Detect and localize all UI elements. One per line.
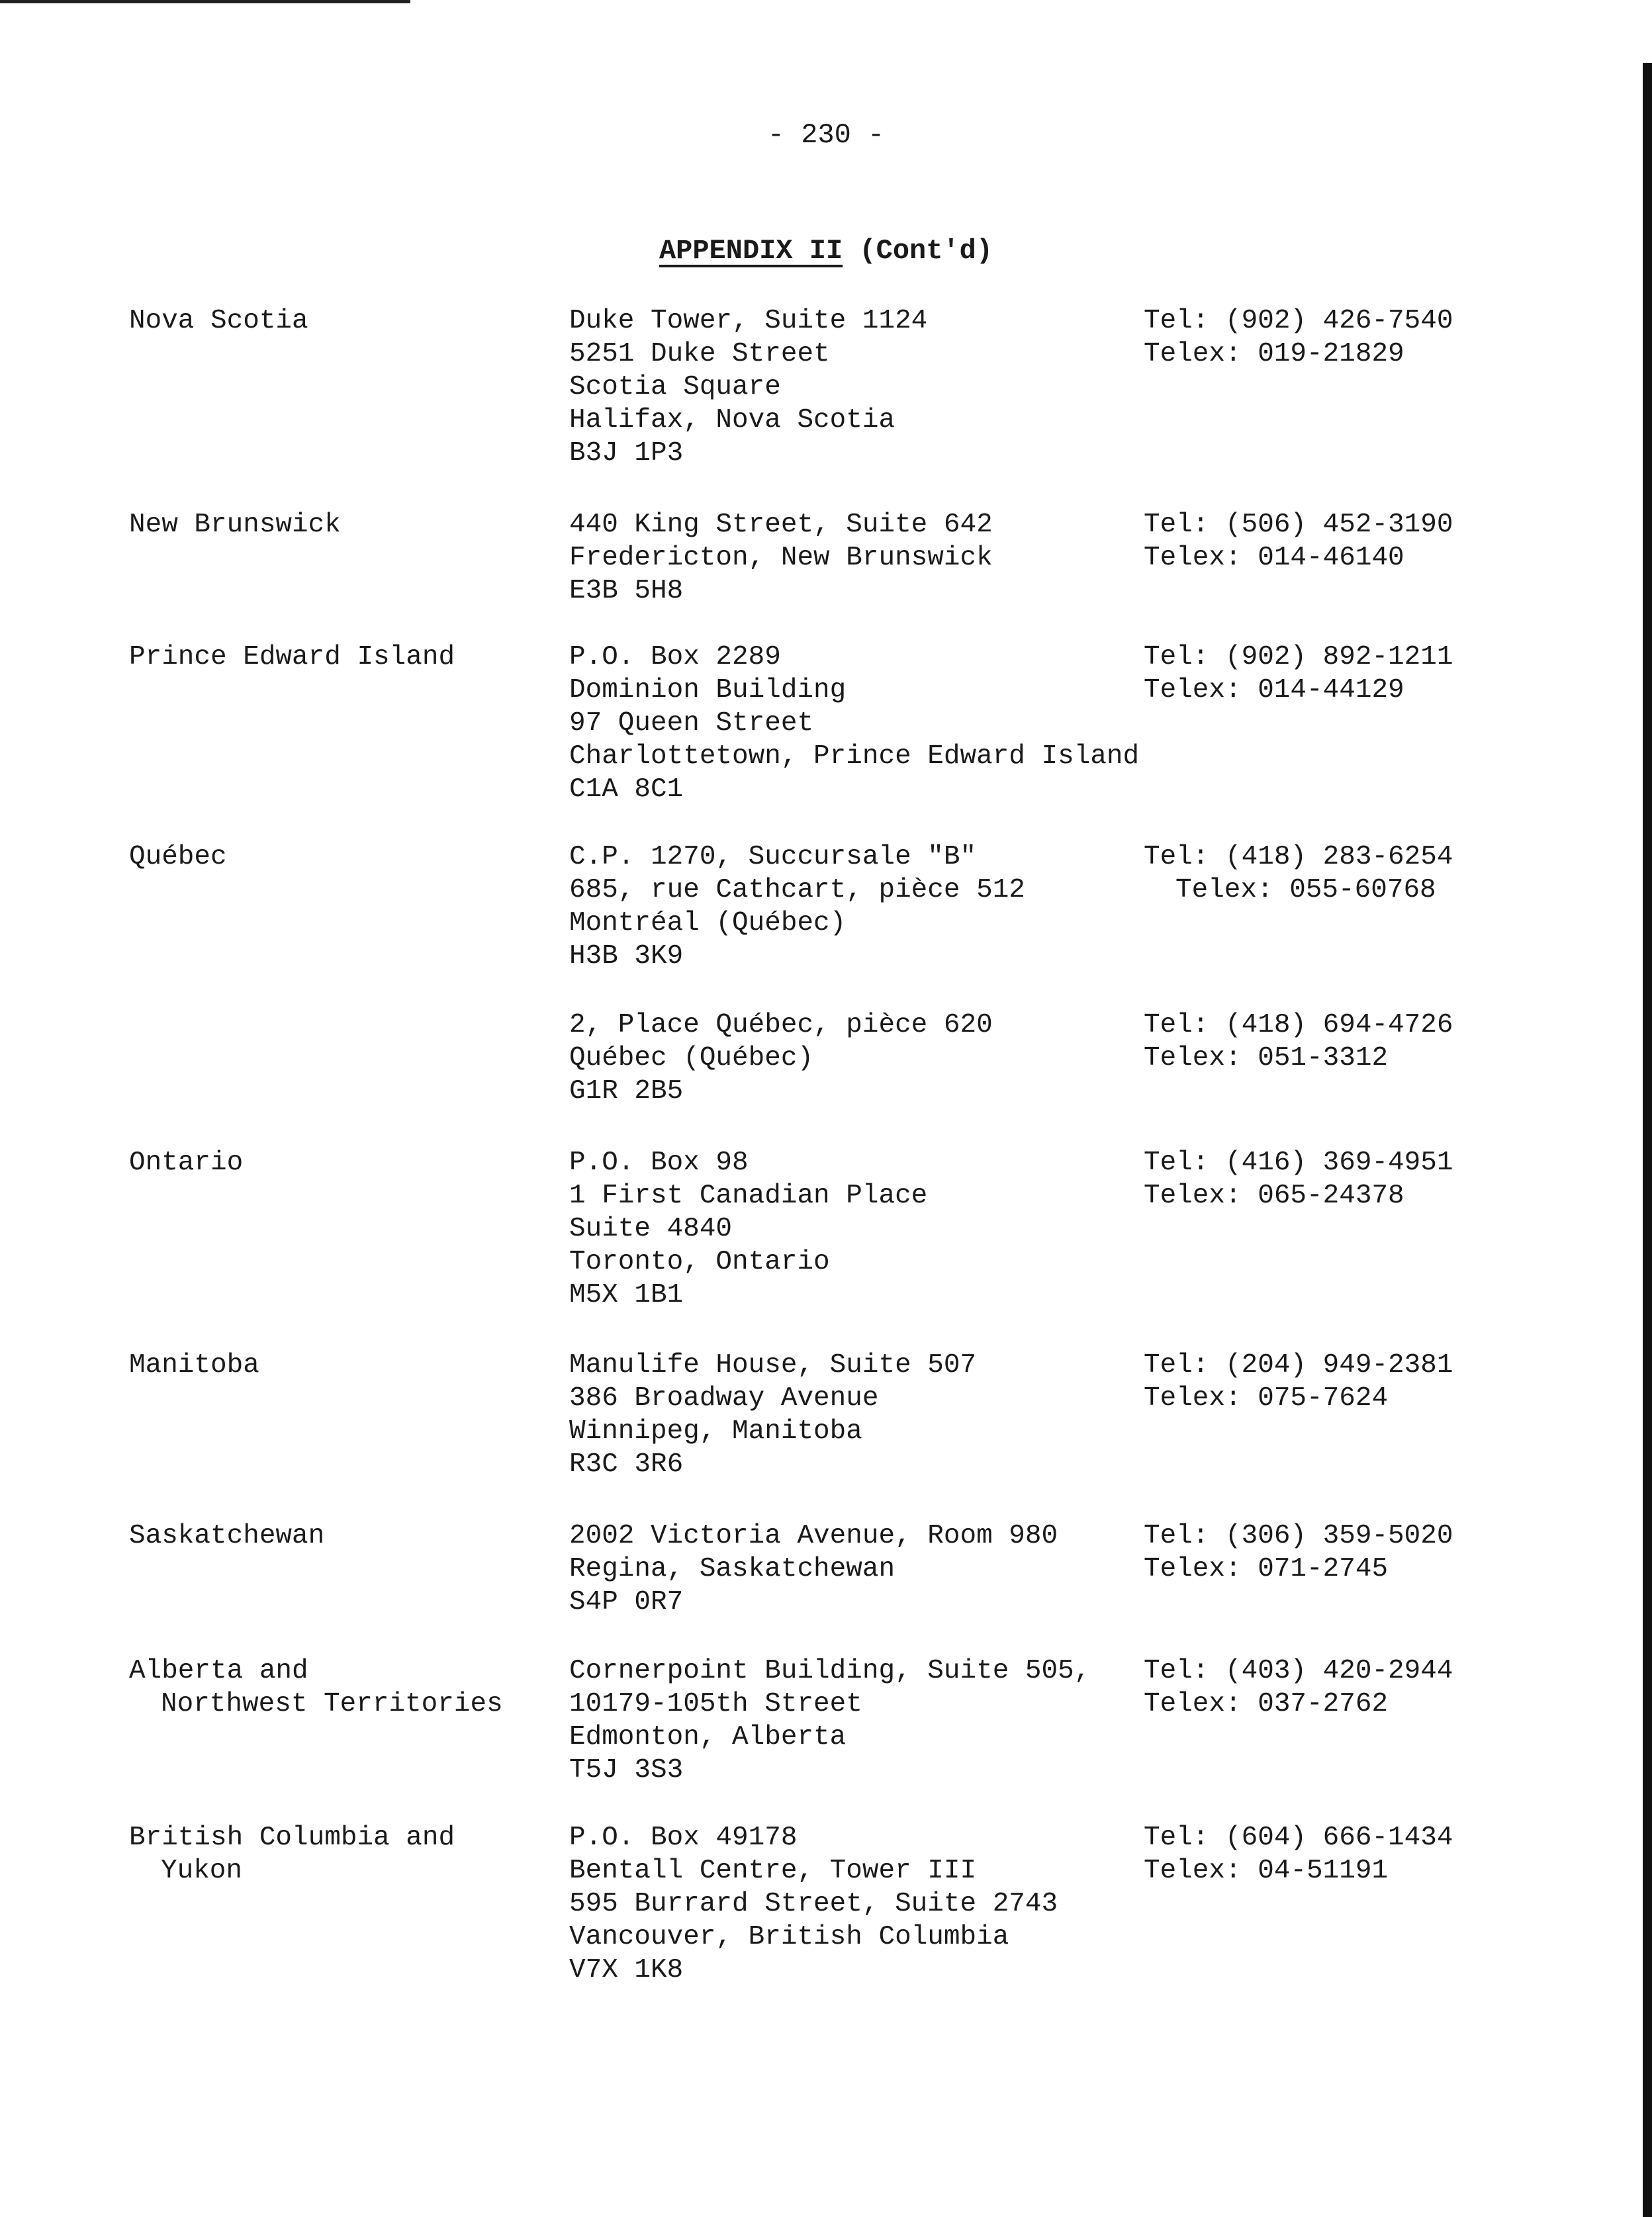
address-line: Scotia Square [569,372,781,402]
tel-number: Tel: (416) 369-4951 [1144,1148,1453,1178]
address-line: P.O. Box 98 [569,1148,749,1178]
province-name [129,1519,553,1553]
province-line: Northwest Territories [161,1689,503,1719]
office-contact [1144,1519,1594,1586]
telex-number: Telex: 037-2762 [1144,1689,1389,1719]
province-name [129,1821,553,1887]
office-address [569,1349,1178,1481]
province-name [129,840,553,874]
office-address [569,1654,1178,1787]
tel-number: Tel: (902) 892-1211 [1144,642,1453,672]
postal-code: M5X 1B1 [569,1280,684,1310]
postal-code: S4P 0R7 [569,1587,684,1617]
address-line: 2, Place Québec, pièce 620 [569,1010,993,1040]
address-line: Québec (Québec) [569,1043,814,1073]
telex-number: Telex: 014-44129 [1144,675,1404,705]
office-address [569,641,1178,806]
telex-number: Telex: 071-2745 [1144,1554,1389,1584]
province-name [129,508,553,541]
postal-code: R3C 3R6 [569,1449,684,1480]
address-line: Regina, Saskatchewan [569,1554,895,1584]
tel-number: Tel: (506) 452-3190 [1144,510,1453,540]
telex-number: Telex: 04-51191 [1144,1856,1389,1886]
postal-code: E3B 5H8 [569,576,684,606]
address-line: 97 Queen Street [569,708,814,739]
province-line: Saskatchewan [129,1521,325,1551]
address-line: Toronto, Ontario [569,1247,830,1277]
province-name [129,641,553,674]
postal-code: C1A 8C1 [569,774,684,805]
province-name [129,1654,553,1721]
office-address [569,1519,1178,1619]
address-line: C.P. 1270, Succursale "B" [569,842,977,872]
address-line: Cornerpoint Building, Suite 505, [569,1656,1091,1686]
address-line: Dominion Building [569,675,847,705]
tel-number: Tel: (604) 666-1434 [1144,1823,1453,1853]
office-contact [1144,304,1594,371]
telex-number: Telex: 075-7624 [1144,1383,1389,1414]
address-line: Bentall Centre, Tower III [569,1856,977,1886]
office-contact [1144,1654,1594,1721]
province-line: Alberta and [129,1656,308,1686]
office-contact [1144,508,1594,574]
page-number: - 230 - [767,119,885,151]
tel-number: Tel: (418) 283-6254 [1144,842,1453,872]
province-name [129,1349,553,1382]
province-line: Québec [129,842,227,872]
province-line: Nova Scotia [129,306,308,336]
telex-number: Telex: 065-24378 [1144,1181,1404,1211]
address-line: Vancouver, British Columbia [569,1922,1009,1952]
address-line: Edmonton, Alberta [569,1722,847,1752]
office-address [569,1821,1178,1987]
scan-edge [1643,63,1652,2217]
province-line: Prince Edward Island [129,642,455,672]
office-contact [1144,641,1594,707]
address-line: 440 King Street, Suite 642 [569,510,993,540]
address-line: Halifax, Nova Scotia [569,405,895,435]
province-line: British Columbia and [129,1823,455,1853]
address-line: Winnipeg, Manitoba [569,1416,862,1447]
office-address [569,1146,1178,1312]
office-contact [1144,1009,1594,1075]
postal-code: B3J 1P3 [569,438,684,469]
telex-number: Telex: 019-21829 [1144,339,1404,369]
office-contact [1144,1349,1594,1415]
address-line: Manulife House, Suite 507 [569,1350,977,1380]
page-title [0,235,1652,267]
postal-code: G1R 2B5 [569,1076,684,1107]
postal-code: H3B 3K9 [569,941,684,972]
office-address [569,508,1178,608]
address-line: 386 Broadway Avenue [569,1383,879,1414]
telex-number: Telex: 055-60768 [1175,875,1436,905]
postal-code: T5J 3S3 [569,1755,684,1786]
office-contact [1144,840,1594,907]
office-address [569,1009,1178,1108]
address-line: Charlottetown, Prince Edward Island [569,741,1140,772]
tel-number: Tel: (902) 426-7540 [1144,306,1453,336]
address-line: Duke Tower, Suite 1124 [569,306,928,336]
province-line: Ontario [129,1148,244,1178]
top-rule [0,0,410,3]
province-line: Manitoba [129,1350,259,1380]
address-line: Suite 4840 [569,1214,733,1244]
telex-number: Telex: 051-3312 [1144,1043,1389,1073]
office-contact [1144,1146,1594,1212]
address-line: Montréal (Québec) [569,908,847,938]
address-line: P.O. Box 2289 [569,642,781,672]
address-line: 1 First Canadian Place [569,1181,928,1211]
tel-number: Tel: (403) 420-2944 [1144,1656,1453,1686]
address-line: 2002 Victoria Avenue, Room 980 [569,1521,1058,1551]
province-line: Yukon [161,1856,243,1886]
tel-number: Tel: (418) 694-4726 [1144,1010,1453,1040]
office-contact [1144,1821,1594,1887]
address-line: 685, rue Cathcart, pièce 512 [569,875,1025,905]
province-name [129,1146,553,1179]
address-line: Fredericton, New Brunswick [569,543,993,573]
address-line: P.O. Box 49178 [569,1823,798,1853]
address-line: 10179-105th Street [569,1689,862,1719]
appendix-title: APPENDIX II [659,235,843,267]
address-line: 5251 Duke Street [569,339,830,369]
telex-number: Telex: 014-46140 [1144,543,1404,573]
tel-number: Tel: (306) 359-5020 [1144,1521,1453,1551]
office-address [569,304,1178,470]
tel-number: Tel: (204) 949-2381 [1144,1350,1453,1380]
address-line: 595 Burrard Street, Suite 2743 [569,1889,1058,1919]
postal-code: V7X 1K8 [569,1955,684,1985]
appendix-title-suffix: (Cont'd) [859,235,993,267]
office-address [569,840,1178,973]
province-line: New Brunswick [129,510,341,540]
province-name [129,304,553,338]
